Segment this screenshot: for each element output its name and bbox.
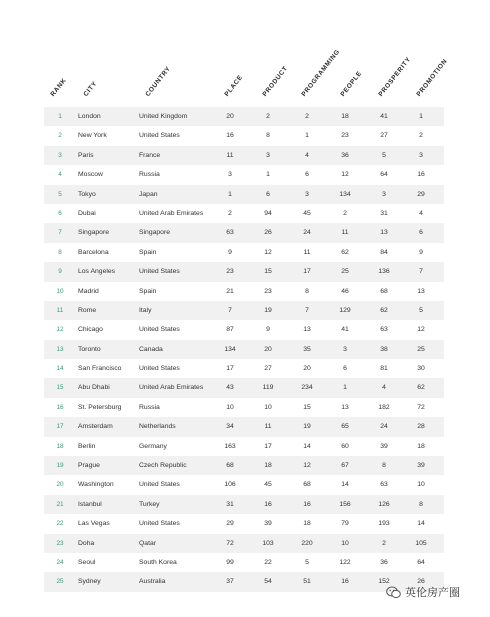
prosperity-cell: 13 <box>380 229 388 237</box>
place-cell: 7 <box>228 306 232 314</box>
rank-cell: 13 <box>56 345 64 353</box>
promotion-cell: 26 <box>417 578 425 586</box>
country-cell: United Arab Emirates <box>139 209 204 217</box>
header-product: PRODUCT <box>261 65 290 98</box>
promotion-cell: 2 <box>419 132 423 140</box>
country-cell: United States <box>139 268 180 276</box>
city-cell: Madrid <box>78 287 99 295</box>
table-row <box>44 534 444 553</box>
people-cell: 11 <box>341 229 349 237</box>
people-cell: 12 <box>341 171 349 179</box>
prosperity-cell: 63 <box>380 481 388 489</box>
people-cell: 46 <box>341 287 349 295</box>
prosperity-cell: 81 <box>380 365 388 373</box>
rank-cell: 3 <box>58 151 62 159</box>
programming-cell: 20 <box>303 365 311 373</box>
prosperity-cell: 63 <box>380 326 388 334</box>
rank-cell: 1 <box>58 113 62 120</box>
city-cell: St. Petersburg <box>78 403 122 411</box>
place-cell: 17 <box>226 365 234 373</box>
prosperity-cell: 39 <box>380 442 388 450</box>
table-row <box>44 456 444 475</box>
city-cell: Prague <box>78 462 100 470</box>
promotion-cell: 18 <box>417 442 425 450</box>
programming-cell: 16 <box>303 500 311 508</box>
wechat-icon <box>386 586 401 599</box>
country-cell: Singapore <box>139 229 170 237</box>
country-cell: Germany <box>139 442 167 450</box>
programming-cell: 14 <box>303 442 311 450</box>
promotion-cell: 3 <box>419 151 423 159</box>
country-cell: United States <box>139 520 180 528</box>
promotion-cell: 9 <box>419 248 423 256</box>
country-cell: Russia <box>139 171 160 179</box>
header-country: COUNTRY <box>144 65 173 98</box>
country-cell: Qatar <box>139 539 156 547</box>
place-cell: 3 <box>228 171 232 179</box>
prosperity-cell: 68 <box>380 287 388 295</box>
place-cell: 1 <box>228 190 232 198</box>
rank-cell: 9 <box>58 268 62 276</box>
product-cell: 45 <box>264 481 272 489</box>
promotion-cell: 7 <box>419 268 423 276</box>
place-cell: 16 <box>226 132 234 140</box>
header-place: PLACE <box>223 73 245 98</box>
promotion-cell: 6 <box>419 229 423 237</box>
city-cell: Toronto <box>78 345 101 353</box>
promotion-cell: 16 <box>417 171 425 179</box>
product-cell: 22 <box>264 558 272 566</box>
table-row <box>44 165 444 184</box>
header-prosperity: PROSPERITY <box>377 55 413 98</box>
city-cell: Istanbul <box>78 500 102 508</box>
programming-cell: 18 <box>303 520 311 528</box>
country-cell: Turkey <box>139 500 160 508</box>
product-cell: 17 <box>264 442 272 450</box>
product-cell: 1 <box>266 171 270 179</box>
place-cell: 37 <box>226 578 234 586</box>
table-row <box>44 514 444 533</box>
table-row <box>44 378 444 397</box>
promotion-cell: 1 <box>419 113 423 120</box>
city-cell: Las Vegas <box>78 520 110 528</box>
rank-cell: 24 <box>56 558 64 566</box>
product-cell: 3 <box>266 151 270 159</box>
programming-cell: 68 <box>303 481 311 489</box>
city-cell: Singapore <box>78 229 109 237</box>
place-cell: 43 <box>226 384 234 392</box>
table-row <box>44 475 444 494</box>
city-cell: Chicago <box>78 326 103 334</box>
rank-cell: 20 <box>56 481 64 489</box>
rank-cell: 16 <box>56 403 64 411</box>
place-cell: 9 <box>228 248 232 256</box>
rank-cell: 4 <box>58 171 62 179</box>
programming-cell: 19 <box>303 423 311 431</box>
programming-cell: 11 <box>303 248 311 256</box>
place-cell: 20 <box>226 113 234 120</box>
prosperity-cell: 36 <box>380 558 388 566</box>
programming-cell: 234 <box>301 384 313 392</box>
promotion-cell: 14 <box>417 520 425 528</box>
city-cell: Los Angeles <box>78 268 116 276</box>
table-row <box>44 320 444 339</box>
place-cell: 99 <box>226 558 234 566</box>
product-cell: 20 <box>264 345 272 353</box>
country-cell: Spain <box>139 287 157 295</box>
rank-cell: 14 <box>56 365 64 373</box>
country-cell: United States <box>139 365 180 373</box>
product-cell: 23 <box>264 287 272 295</box>
city-cell: Abu Dhabi <box>78 384 110 392</box>
product-cell: 19 <box>264 306 272 314</box>
product-cell: 94 <box>264 209 272 217</box>
table-row <box>44 437 444 456</box>
table-row <box>44 340 444 359</box>
promotion-cell: 39 <box>417 462 425 470</box>
people-cell: 129 <box>339 306 351 314</box>
header-people: PEOPLE <box>339 70 364 98</box>
product-cell: 11 <box>264 423 272 431</box>
product-cell: 2 <box>266 113 270 120</box>
country-cell: Canada <box>139 345 163 353</box>
place-cell: 63 <box>226 229 234 237</box>
place-cell: 163 <box>224 442 236 450</box>
programming-cell: 45 <box>303 209 311 217</box>
country-cell: Spain <box>139 248 157 256</box>
prosperity-cell: 8 <box>382 462 386 470</box>
people-cell: 3 <box>343 345 347 353</box>
table-row <box>44 107 444 126</box>
people-cell: 122 <box>339 558 351 566</box>
product-cell: 12 <box>264 248 272 256</box>
table-row <box>44 243 444 262</box>
table-row <box>44 262 444 281</box>
product-cell: 39 <box>264 520 272 528</box>
rank-cell: 18 <box>56 442 64 450</box>
prosperity-cell: 182 <box>378 403 390 411</box>
header-city: CITY <box>82 80 99 98</box>
programming-cell: 13 <box>303 326 311 334</box>
rank-cell: 7 <box>58 229 62 237</box>
prosperity-cell: 5 <box>382 151 386 159</box>
product-cell: 54 <box>264 578 272 586</box>
table-row <box>44 417 444 436</box>
rank-cell: 10 <box>56 287 64 295</box>
city-cell: Tokyo <box>78 190 96 198</box>
people-cell: 67 <box>341 462 349 470</box>
table-row <box>44 126 444 145</box>
product-cell: 119 <box>262 384 274 392</box>
place-cell: 134 <box>224 345 236 353</box>
people-cell: 2 <box>343 209 347 217</box>
table-row <box>44 282 444 301</box>
promotion-cell: 12 <box>417 326 425 334</box>
programming-cell: 6 <box>305 171 309 179</box>
people-cell: 23 <box>341 132 349 140</box>
people-cell: 65 <box>341 423 349 431</box>
programming-cell: 4 <box>305 151 309 159</box>
rank-cell: 5 <box>58 190 62 198</box>
city-cell: Washington <box>78 481 114 489</box>
prosperity-cell: 193 <box>378 520 390 528</box>
city-cell: Moscow <box>78 171 103 179</box>
rank-cell: 23 <box>56 539 64 547</box>
place-cell: 34 <box>226 423 234 431</box>
country-cell: Australia <box>139 578 166 586</box>
programming-cell: 8 <box>305 287 309 295</box>
city-cell: Sydney <box>78 578 101 586</box>
prosperity-cell: 31 <box>380 209 388 217</box>
promotion-cell: 8 <box>419 500 423 508</box>
city-cell: Paris <box>78 151 94 159</box>
product-cell: 103 <box>262 539 274 547</box>
promotion-cell: 72 <box>417 403 425 411</box>
prosperity-cell: 62 <box>380 306 388 314</box>
table-row <box>44 223 444 242</box>
city-cell: Amsterdam <box>78 423 113 431</box>
prosperity-cell: 4 <box>382 384 386 392</box>
people-cell: 134 <box>339 190 351 198</box>
product-cell: 9 <box>266 326 270 334</box>
people-cell: 13 <box>341 403 349 411</box>
people-cell: 41 <box>341 326 349 334</box>
prosperity-cell: 38 <box>380 345 388 353</box>
rank-cell: 22 <box>56 520 64 528</box>
promotion-cell: 64 <box>417 558 425 566</box>
rank-cell: 21 <box>56 500 64 508</box>
table-header <box>0 0 490 110</box>
country-cell: France <box>139 151 161 159</box>
promotion-cell: 30 <box>417 365 425 373</box>
table-row <box>44 553 444 572</box>
prosperity-cell: 24 <box>380 423 388 431</box>
promotion-cell: 10 <box>417 481 425 489</box>
country-cell: Russia <box>139 403 160 411</box>
product-cell: 8 <box>266 132 270 140</box>
country-cell: United Arab Emirates <box>139 384 204 392</box>
city-cell: Barcelona <box>78 248 109 256</box>
people-cell: 156 <box>339 500 351 508</box>
product-cell: 27 <box>264 365 272 373</box>
product-cell: 10 <box>264 403 272 411</box>
place-cell: 72 <box>226 539 234 547</box>
prosperity-cell: 27 <box>380 132 388 140</box>
rank-cell: 19 <box>56 462 64 470</box>
city-cell: Doha <box>78 539 95 547</box>
programming-cell: 220 <box>301 539 313 547</box>
city-cell: London <box>78 113 101 120</box>
country-cell: South Korea <box>139 558 177 566</box>
place-cell: 11 <box>226 151 234 159</box>
programming-cell: 12 <box>303 462 311 470</box>
place-cell: 29 <box>226 520 234 528</box>
country-cell: Japan <box>139 190 158 198</box>
place-cell: 31 <box>226 500 234 508</box>
table-row <box>44 185 444 204</box>
promotion-cell: 105 <box>415 539 427 547</box>
product-cell: 6 <box>266 190 270 198</box>
prosperity-cell: 41 <box>380 113 388 120</box>
product-cell: 16 <box>264 500 272 508</box>
people-cell: 18 <box>341 113 349 120</box>
promotion-cell: 5 <box>419 306 423 314</box>
programming-cell: 51 <box>303 578 311 586</box>
city-cell: San Francisco <box>78 365 122 373</box>
programming-cell: 35 <box>303 345 311 353</box>
country-cell: United Kingdom <box>139 113 188 120</box>
promotion-cell: 29 <box>417 190 425 198</box>
place-cell: 68 <box>226 462 234 470</box>
rankings-table <box>44 107 444 592</box>
table-row <box>44 572 444 591</box>
promotion-cell: 4 <box>419 209 423 217</box>
rank-cell: 2 <box>58 132 62 140</box>
programming-cell: 15 <box>303 403 311 411</box>
people-cell: 6 <box>343 365 347 373</box>
people-cell: 79 <box>341 520 349 528</box>
country-cell: United States <box>139 132 180 140</box>
rank-cell: 11 <box>56 306 64 314</box>
promotion-cell: 62 <box>417 384 425 392</box>
people-cell: 62 <box>341 248 349 256</box>
country-cell: Netherlands <box>139 423 176 431</box>
people-cell: 14 <box>341 481 349 489</box>
people-cell: 60 <box>341 442 349 450</box>
table-row <box>44 301 444 320</box>
rank-cell: 12 <box>56 326 64 334</box>
place-cell: 2 <box>228 209 232 217</box>
city-cell: Dubai <box>78 209 96 217</box>
prosperity-cell: 136 <box>378 268 390 276</box>
rank-cell: 15 <box>56 384 64 392</box>
rank-cell: 6 <box>58 209 62 217</box>
prosperity-cell: 126 <box>378 500 390 508</box>
city-cell: Seoul <box>78 558 96 566</box>
table-row <box>44 146 444 165</box>
table-row <box>44 495 444 514</box>
country-cell: Italy <box>139 306 152 314</box>
place-cell: 10 <box>226 403 234 411</box>
country-cell: United States <box>139 481 180 489</box>
header-programming: PROGRAMMING <box>300 48 342 98</box>
people-cell: 1 <box>343 384 347 392</box>
prosperity-cell: 2 <box>382 539 386 547</box>
country-cell: Czech Republic <box>139 462 187 470</box>
prosperity-cell: 64 <box>380 171 388 179</box>
rank-cell: 8 <box>58 248 62 256</box>
people-cell: 25 <box>341 268 349 276</box>
programming-cell: 17 <box>303 268 311 276</box>
watermark-text: 英伦房产圈 <box>405 586 460 599</box>
place-cell: 23 <box>226 268 234 276</box>
programming-cell: 24 <box>303 229 311 237</box>
city-cell: Berlin <box>78 442 96 450</box>
table-row <box>44 204 444 223</box>
people-cell: 36 <box>341 151 349 159</box>
programming-cell: 5 <box>305 558 309 566</box>
place-cell: 87 <box>226 326 234 334</box>
table-row <box>44 398 444 417</box>
place-cell: 106 <box>224 481 236 489</box>
product-cell: 26 <box>264 229 272 237</box>
rank-cell: 17 <box>56 423 64 431</box>
programming-cell: 7 <box>305 306 309 314</box>
watermark <box>386 582 460 602</box>
city-cell: New York <box>78 132 107 140</box>
programming-cell: 2 <box>305 113 309 120</box>
promotion-cell: 25 <box>417 345 425 353</box>
people-cell: 16 <box>341 578 349 586</box>
prosperity-cell: 152 <box>378 578 390 586</box>
promotion-cell: 13 <box>417 287 425 295</box>
table-row <box>44 359 444 378</box>
header-promotion: PROMOTION <box>415 57 450 98</box>
prosperity-cell: 84 <box>380 248 388 256</box>
place-cell: 21 <box>226 287 234 295</box>
product-cell: 18 <box>264 462 272 470</box>
product-cell: 15 <box>264 268 272 276</box>
country-cell: United States <box>139 326 180 334</box>
people-cell: 10 <box>341 539 349 547</box>
promotion-cell: 28 <box>417 423 425 431</box>
programming-cell: 3 <box>305 190 309 198</box>
city-cell: Rome <box>78 306 97 314</box>
header-rank: RANK <box>49 76 69 98</box>
prosperity-cell: 3 <box>382 190 386 198</box>
programming-cell: 1 <box>305 132 309 140</box>
rank-cell: 25 <box>56 578 64 586</box>
